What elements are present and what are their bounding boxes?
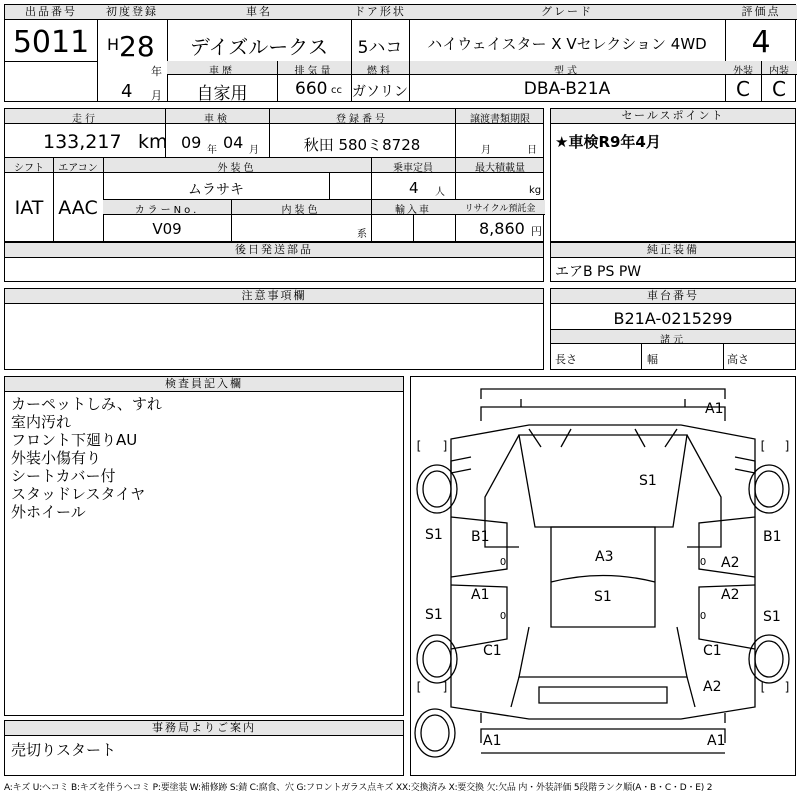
- zero-mark: 0: [699, 611, 707, 622]
- score-header: 評価点: [725, 5, 797, 20]
- inspector-notes-list: [11, 395, 162, 521]
- reg-month: 4: [121, 81, 133, 102]
- office-note: 売切りスタート: [11, 741, 117, 759]
- bracket-right-bottom-open: [: [760, 680, 766, 694]
- sales-point-header: セールスポイント: [551, 109, 795, 124]
- car-name: デイズルークス: [189, 35, 329, 59]
- reg-era: H: [107, 35, 120, 54]
- inspector-note: スタッドレスタイヤ: [11, 485, 146, 503]
- bracket-right-open: [: [760, 439, 766, 453]
- ac-header: エアコン: [58, 163, 98, 174]
- transfer-day: 日: [527, 145, 537, 156]
- exterior-header: 外装: [733, 66, 753, 77]
- damage-mark-right-front-door: A2: [721, 555, 740, 571]
- mileage-unit: km: [138, 131, 168, 153]
- model: DBA-B21A: [523, 79, 611, 99]
- damage-diagram: [410, 376, 796, 776]
- damage-mark-rear-bumper-left: A1: [483, 733, 502, 749]
- damage-mark-left-rear-fender: C1: [483, 643, 502, 659]
- lot-no-header: 出品番号: [5, 5, 97, 20]
- damage-mark-right-front-fender: B1: [471, 529, 490, 545]
- spec-block: [4, 108, 544, 242]
- damage-mark-rear-bumper-right: A1: [707, 733, 726, 749]
- first-reg-header: 初度登録: [97, 5, 167, 20]
- inspector-header: 検査員記入欄: [5, 377, 403, 392]
- inspection-m: 月: [249, 145, 259, 156]
- color-no: V09: [152, 220, 182, 238]
- damage-mark-left-rear-door: A2: [721, 587, 740, 603]
- inspector-note: 外ホイール: [11, 503, 86, 521]
- chassis-header: 車台番号: [551, 289, 795, 304]
- damage-mark-right-rear-side: S1: [763, 609, 781, 625]
- inspector-note: 外装小傷有り: [11, 449, 102, 467]
- genuine-block: [550, 242, 796, 282]
- bracket-right-bottom-close: ]: [784, 680, 790, 694]
- inspection-header: 車検: [204, 114, 230, 125]
- later-parts-header: 後日発送部品: [5, 243, 543, 258]
- damage-mark-right-rear-fender: C1: [703, 643, 722, 659]
- car-outline: [411, 377, 794, 774]
- mileage: 133,217: [43, 131, 122, 153]
- damage-mark-right-front-fender-side: S1: [425, 527, 443, 543]
- recycle-header: リサイクル預託金: [464, 204, 536, 214]
- sales-point: ★車検R9年4月: [555, 133, 661, 151]
- inspector-block: [4, 376, 404, 716]
- reg-year-unit: 年: [151, 65, 162, 78]
- displacement-header: 排気量: [294, 66, 334, 77]
- reg-no-header: 登録番号: [336, 114, 388, 125]
- header-block: [4, 4, 796, 102]
- lot-number: 5011: [12, 25, 90, 60]
- damage-mark-front-bumper: A1: [705, 401, 724, 417]
- ext-color-header: 外装色: [217, 163, 257, 174]
- interior-header: 内装: [769, 66, 789, 77]
- bracket-left-bottom-open: [: [416, 680, 422, 694]
- mileage-header: 走行: [72, 114, 98, 125]
- cc-unit: cc: [331, 85, 342, 96]
- reg-no: 秋田 580ミ8728: [303, 136, 421, 154]
- reg-year: 28: [119, 30, 155, 63]
- inspector-note: 室内汚れ: [11, 413, 72, 431]
- damage-mark-roof-rear: S1: [594, 589, 612, 605]
- transfer-header: 譲渡書類期限: [470, 114, 530, 125]
- load-unit: kg: [529, 185, 542, 196]
- ac: AAC: [58, 197, 98, 219]
- genuine-equipment: エアB PS PW: [555, 264, 642, 280]
- width-label: 幅: [647, 353, 658, 366]
- car-name-header: 車名: [167, 5, 351, 20]
- import-header: 輸入車: [395, 205, 431, 216]
- history-header: 車歴: [209, 66, 235, 77]
- bracket-left-open: [: [416, 439, 422, 453]
- shift-header: シフト: [14, 163, 44, 174]
- grade: ハイウェイスター X Vセレクション 4WD: [427, 35, 707, 53]
- capacity-unit: 人: [435, 187, 445, 198]
- office-block: [4, 720, 404, 776]
- zero-mark: 0: [499, 557, 507, 568]
- int-color-unit: 系: [357, 229, 367, 240]
- capacity: 4: [409, 179, 419, 197]
- zero-mark: 0: [699, 557, 707, 568]
- bracket-right-close: ]: [784, 439, 790, 453]
- notes-block: [4, 288, 544, 370]
- score: 4: [751, 25, 771, 60]
- model-header: 型式: [554, 66, 580, 77]
- recycle-value: 8,860: [479, 219, 525, 238]
- damage-mark-hood: S1: [639, 473, 657, 489]
- inspector-note: カーペットしみ、すれ: [11, 395, 162, 413]
- inspection-month: 04: [223, 133, 244, 152]
- fuel: ガソリン: [352, 84, 408, 100]
- reg-month-unit: 月: [151, 89, 162, 102]
- displacement: 660: [295, 79, 328, 99]
- shift: IAT: [14, 197, 44, 219]
- color-no-header: カラーNo.: [134, 205, 200, 216]
- later-parts-block: [4, 242, 544, 282]
- capacity-header: 乗車定員: [393, 163, 433, 174]
- damage-mark-left-front-door: A1: [471, 587, 490, 603]
- damage-mark-left-rear-side: B1: [763, 529, 782, 545]
- damage-mark-roof-front: A3: [595, 549, 614, 565]
- legend: A:キズ U:ヘコミ B:キズを伴うヘコミ P:要塗装 W:補修跡 S:錆 C:腐食、穴 G:フロントガラス点キズ XX:交換済み X:要交換 欠:欠品 内・外装評価 5段階ランク順(A・B・C・D・E) 2: [4, 783, 713, 793]
- inspector-note: シートカバー付: [11, 467, 116, 485]
- inspection-y: 年: [207, 145, 217, 156]
- height-label: 高さ: [727, 353, 749, 366]
- recycle-unit: 円: [531, 225, 542, 238]
- inspection-year: 09: [181, 133, 202, 152]
- ext-color: ムラサキ: [188, 182, 244, 198]
- zero-mark: 0: [499, 611, 507, 622]
- grade-header: グレード: [409, 5, 725, 20]
- dimensions-header: 諸元: [660, 335, 686, 346]
- office-header: 事務局よりご案内: [5, 721, 403, 736]
- damage-mark-left-front-side: S1: [425, 607, 443, 623]
- fuel-header: 燃料: [367, 66, 393, 77]
- int-color-header: 内装色: [281, 205, 321, 216]
- interior-grade: C: [772, 77, 786, 101]
- notes-header: 注意事項欄: [5, 289, 543, 304]
- chassis-number: B21A-0215299: [613, 309, 733, 328]
- bracket-left-close: ]: [442, 439, 448, 453]
- max-load-header: 最大積載量: [475, 163, 525, 174]
- door-type: 5ハコ: [357, 38, 403, 58]
- genuine-header: 純正装備: [551, 243, 795, 258]
- sales-point-block: [550, 108, 796, 242]
- inspector-note: フロント下廻りAU: [11, 431, 138, 449]
- chassis-block: [550, 288, 796, 370]
- damage-mark-rear-gate: A2: [703, 679, 722, 695]
- length-label: 長さ: [555, 353, 577, 366]
- exterior-grade: C: [736, 77, 750, 101]
- transfer-month: 月: [481, 145, 491, 156]
- door-header: ドア形状: [351, 5, 409, 20]
- bracket-left-bottom-close: ]: [442, 680, 448, 694]
- history: 自家用: [196, 84, 248, 104]
